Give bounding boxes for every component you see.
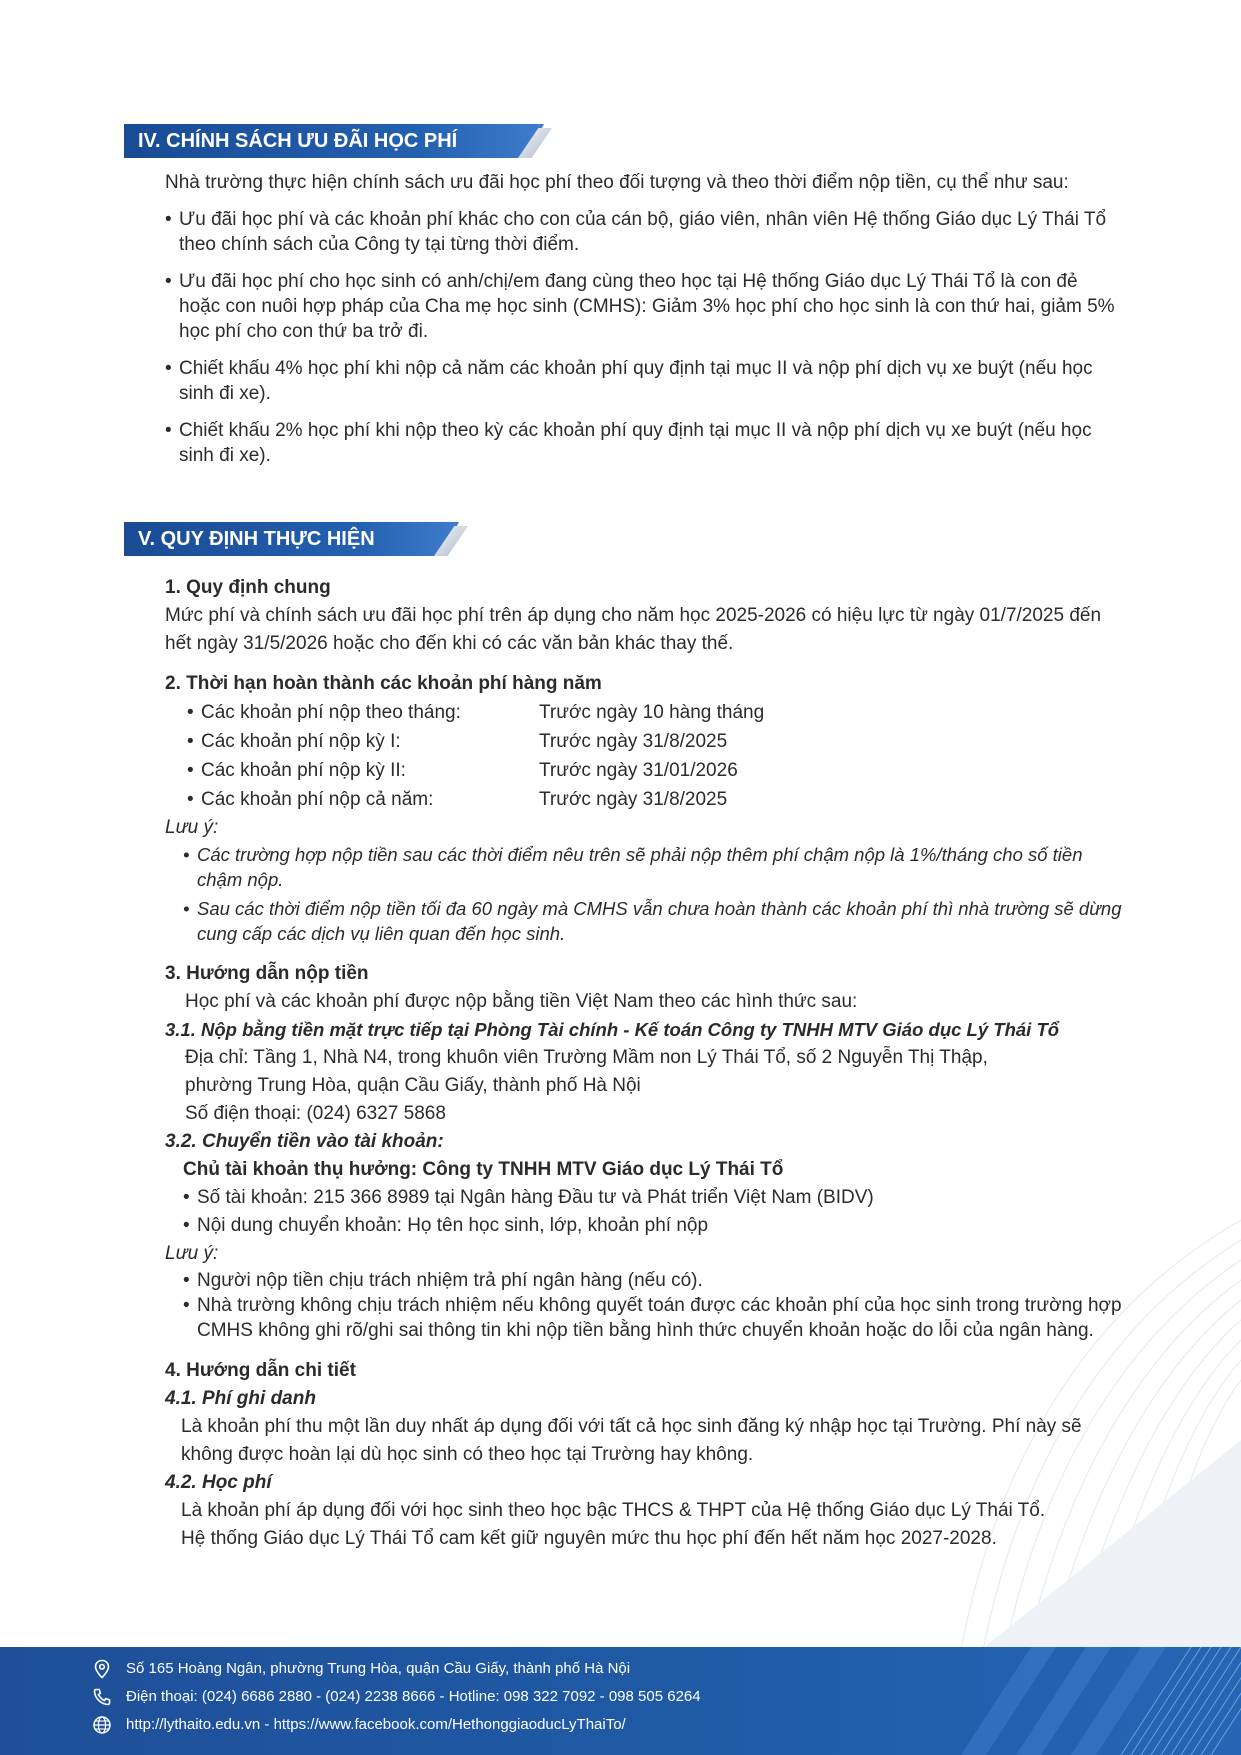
note-item: • Các trường hợp nộp tiền sau các thời điểm nêu trên sẽ phải nộp thêm phí chậm nộp là 1%/tháng cho số tiền chậm nộp.	[183, 842, 1123, 892]
cash-payment-address-line-2: phường Trung Hòa, quận Cầu Giấy, thành phố Hà Nội	[185, 1075, 641, 1096]
subsection-1-text: Mức phí và chính sách ưu đãi học phí trên áp dụng cho năm học 2025-2026 có hiệu lực từ ngày 01/7/2025 đến hết ngày 31/5/2026 hoặc cho đến khi có các văn bản khác thay thế.	[165, 605, 1102, 654]
discount-item: • Chiết khấu 2% học phí khi nộp theo kỳ các khoản phí quy định tại mục II và nộp phí dịch vụ xe buýt (nếu học sinh đi xe).	[165, 418, 1123, 468]
deadline-label: • Các khoản phí nộp cả năm:	[187, 785, 433, 814]
deadline-label: • Các khoản phí nộp kỳ II:	[187, 756, 406, 785]
note-label: Lưu ý:	[165, 1243, 219, 1264]
phone-icon	[92, 1687, 112, 1707]
deadline-value: Trước ngày 31/01/2026	[539, 760, 738, 781]
footer-web-text[interactable]: http://lythaito.edu.vn - https://www.facebook.com/HethonggiaoducLyThaiTo/	[126, 1716, 626, 1733]
section-iv-title: IV. CHÍNH SÁCH ƯU ĐÃI HỌC PHÍ	[138, 130, 458, 152]
tuition-text-line-1: Là khoản phí áp dụng đối với học sinh theo học bậc THCS & THPT của Hệ thống Giáo dục Lý Thái Tổ.	[181, 1500, 1046, 1521]
discount-item: • Chiết khấu 4% học phí khi nộp cả năm các khoản phí quy định tại mục II và nộp phí dịch vụ xe buýt (nếu học sinh đi xe).	[165, 356, 1123, 406]
deadline-value: Trước ngày 10 hàng tháng	[539, 702, 765, 723]
subsection-3-2-heading: 3.2. Chuyển tiền vào tài khoản:	[165, 1131, 444, 1152]
footer-phone-text: Điện thoại: (024) 6686 2880 - (024) 2238 8666 - Hotline: 098 322 7092 - 098 505 6264	[126, 1688, 701, 1705]
deadline-row	[165, 785, 1123, 814]
cash-payment-address-line-1: Địa chỉ: Tầng 1, Nhà N4, trong khuôn viên Trường Mầm non Lý Thái Tổ, số 2 Nguyễn Thị Thập,	[185, 1047, 988, 1068]
deadline-label: • Các khoản phí nộp theo tháng:	[187, 698, 461, 727]
subsection-4-1-heading: 4.1. Phí ghi danh	[165, 1388, 316, 1409]
subsection-1-heading: 1. Quy định chung	[165, 577, 331, 598]
section-v-title: V. QUY ĐỊNH THỰC HIỆN	[138, 528, 375, 550]
note-label: Lưu ý:	[165, 817, 219, 838]
section-v-body	[165, 574, 1123, 1553]
tuition-text-line-2: Hệ thống Giáo dục Lý Thái Tổ cam kết giữ nguyên mức thu học phí đến hết năm học 2027-2028.	[181, 1528, 997, 1549]
transfer-content: • Nội dung chuyển khoản: Họ tên học sinh, lớp, khoản phí nộp	[183, 1212, 1123, 1240]
note-item: • Người nộp tiền chịu trách nhiệm trả phí ngân hàng (nếu có).	[183, 1268, 1123, 1293]
deadline-label: • Các khoản phí nộp kỳ I:	[187, 727, 401, 756]
subsection-2-heading: 2. Thời hạn hoàn thành các khoản phí hàng năm	[165, 673, 602, 694]
subsection-3-1-heading: 3.1. Nộp bằng tiền mặt trực tiếp tại Phòng Tài chính - Kế toán Công ty TNHH MTV Giáo dục Lý Thái Tổ	[165, 1019, 1060, 1040]
deadline-row	[165, 698, 1123, 727]
cash-payment-phone: Số điện thoại: (024) 6327 5868	[185, 1103, 446, 1124]
section-iv-intro: Nhà trường thực hiện chính sách ưu đãi học phí theo đối tượng và theo thời điểm nộp tiền, cụ thể như sau:	[165, 172, 1069, 193]
deadline-row	[165, 727, 1123, 756]
deadline-value: Trước ngày 31/8/2025	[539, 789, 728, 810]
bank-account-number: • Số tài khoản: 215 366 8989 tại Ngân hàng Đầu tư và Phát triển Việt Nam (BIDV)	[183, 1184, 1123, 1212]
subsection-4-heading: 4. Hướng dẫn chi tiết	[165, 1360, 356, 1381]
footer-address-text: Số 165 Hoàng Ngân, phường Trung Hòa, quận Cầu Giấy, thành phố Hà Nội	[126, 1660, 631, 1677]
section-iv-body	[165, 170, 1123, 468]
subsection-3-heading: 3. Hướng dẫn nộp tiền	[165, 963, 369, 984]
note-item: • Nhà trường không chịu trách nhiệm nếu không quyết toán được các khoản phí của học sinh trong trường hợp CMHS không ghi rõ/ghi sai thông tin khi nộp tiền bằng hình thức chuyển khoản hoặc do lỗi của ngân hàng.	[183, 1293, 1123, 1343]
account-owner: Chủ tài khoản thụ hưởng: Công ty TNHH MTV Giáo dục Lý Thái Tổ	[183, 1159, 784, 1180]
discount-item: • Ưu đãi học phí và các khoản phí khác cho con của cán bộ, giáo viên, nhân viên Hệ thống Giáo dục Lý Thái Tổ theo chính sách của Công ty tại từng thời điểm.	[165, 207, 1123, 257]
globe-icon	[92, 1715, 112, 1735]
deadline-value: Trước ngày 31/8/2025	[539, 731, 728, 752]
deadline-row	[165, 756, 1123, 785]
subsection-4-2-heading: 4.2. Học phí	[165, 1472, 272, 1493]
location-pin-icon	[92, 1659, 112, 1679]
footer	[0, 1647, 1241, 1755]
enrollment-fee-text: Là khoản phí thu một lần duy nhất áp dụng đối với tất cả học sinh đăng ký nhập học tại Trường. Phí này sẽ không được hoàn lại dù học sinh có theo học tại Trường hay không.	[181, 1416, 1082, 1465]
discount-item: • Ưu đãi học phí cho học sinh có anh/chị/em đang cùng theo học tại Hệ thống Giáo dục Lý Thái Tổ là con đẻ hoặc con nuôi hợp pháp của Cha mẹ học sinh (CMHS): Giảm 3% học phí cho học sinh là con thứ hai, giảm 5% học phí cho con thứ ba trở đi.	[165, 269, 1123, 344]
note-item: • Sau các thời điểm nộp tiền tối đa 60 ngày mà CMHS vẫn chưa hoàn thành các khoản phí thì nhà trường sẽ dừng cung cấp các dịch vụ liên quan đến học sinh.	[183, 896, 1123, 946]
subsection-3-intro: Học phí và các khoản phí được nộp bằng tiền Việt Nam theo các hình thức sau:	[185, 991, 858, 1012]
footer-stripes-decoration	[841, 1647, 1241, 1755]
